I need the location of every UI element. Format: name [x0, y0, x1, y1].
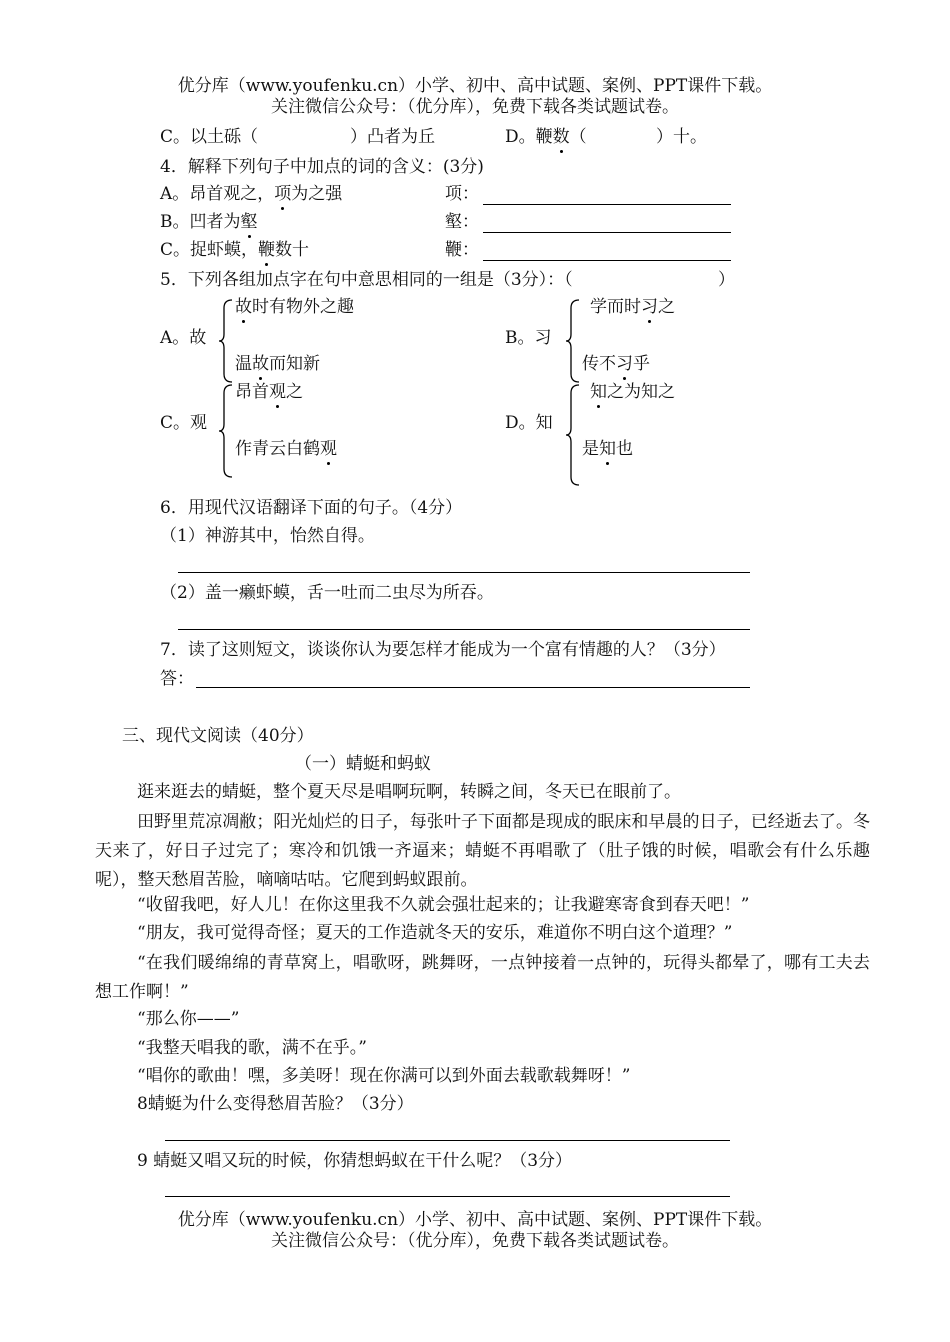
q5-option-a-label: A。故 — [160, 328, 207, 348]
q5-option-d-label: D。知 — [505, 413, 553, 433]
q5-c-sentence-2: 作青云白鹤观 — [235, 439, 337, 459]
footer-line-2: 关注微信公众号：（优分库），免费下载各类试题试卷。 — [271, 1231, 679, 1251]
left-brace-icon — [218, 383, 234, 479]
q4-item-c: C。捉虾蟆，鞭数十 — [160, 240, 310, 260]
section-3-title: 三、现代文阅读（40分） — [122, 726, 314, 746]
q4-answer-line-a[interactable] — [483, 204, 731, 205]
q4-item-b: B。凹者为壑 — [160, 212, 258, 232]
emphasis-dot-char: 壑 — [240, 212, 258, 232]
passage-paragraph-4: “朋友，我可觉得奇怪；夏天的工作造就冬天的安乐，难道你不明白这个道理？” — [137, 923, 733, 943]
q3-option-c-rest: ）凸者为丘 — [350, 127, 435, 147]
emphasis-dot-char: 观 — [269, 382, 286, 402]
passage-paragraph-7: “我整天唱我的歌，满不在乎。” — [137, 1038, 367, 1058]
q3-option-d-close: ）十。 — [656, 127, 707, 147]
q5-c-sentence-1: 昂首观之 — [235, 382, 303, 402]
q6-sentence-1: （1）神游其中，怡然自得。 — [160, 526, 375, 546]
passage-paragraph-5: “在我们暖绵绵的青草窝上，唱歌呀，跳舞呀，一点钟接着一点钟的，玩得头都晕了，哪有工夫去想工作啊！” — [95, 953, 870, 1002]
emphasis-dot-char: 项 — [274, 184, 292, 204]
q5-title: 5．下列各组加点字在句中意思相同的一组是（3分）：（ — [160, 270, 573, 290]
emphasis-dot-char: 知 — [590, 382, 607, 402]
passage-paragraph-8: “唱你的歌曲！嘿，多美呀！现在你满可以到外面去载歌载舞呀！” — [137, 1066, 631, 1086]
q5-b-sentence-2: 传不习乎 — [582, 354, 650, 374]
emphasis-dot-char: 知 — [599, 439, 616, 459]
header-line-1: 优分库（www.youfenku.cn）小学、初中、高中试题、案例、PPT课件下载。 — [177, 76, 773, 96]
q5-title-close: ） — [718, 270, 735, 290]
q5-a-sentence-1: 故时有物外之趣 — [235, 297, 354, 317]
header-line-2: 关注微信公众号：（优分库），免费下载各类试题试卷。 — [271, 97, 679, 117]
q5-d-sentence-1: 知之为知之 — [590, 382, 675, 402]
q3-option-d: D。鞭数（ — [505, 127, 587, 147]
q8-title: 8蜻蜓为什么变得愁眉苦脸？（3分） — [137, 1094, 414, 1114]
q4-answer-line-c[interactable] — [483, 260, 731, 261]
q4-key-a: 项： — [445, 184, 479, 204]
emphasis-dot-char: 习 — [616, 354, 633, 374]
emphasis-dot-char: 故 — [252, 354, 269, 374]
q5-d-sentence-2: 是知也 — [582, 439, 633, 459]
passage-paragraph-1: 逛来逛去的蜻蜓，整个夏天尽是唱啊玩啊，转瞬之间，冬天已在眼前了。 — [137, 782, 681, 802]
emphasis-dot-char: 数 — [552, 127, 570, 147]
emphasis-dot-char: 习 — [641, 297, 658, 317]
passage-paragraph-2: 田野里荒凉凋敝；阳光灿烂的日子，每张叶子下面都是现成的眠床和早晨的日子，已经逝去了。冬天来了，好日子过完了；寒冷和饥饿一齐逼来；蜻蜓不再唱歌了（肚子饿的时候，唱歌会有什么乐趣呢），整天愁眉苦脸，嘀嘀咕咕。它爬到蚂蚁跟前。 — [95, 812, 870, 890]
q4-item-a: A。昂首观之，项为之强 — [160, 184, 343, 204]
q4-key-b: 壑： — [445, 212, 479, 232]
q5-option-b-label: B。习 — [505, 328, 552, 348]
footer-line-1: 优分库（www.youfenku.cn）小学、初中、高中试题、案例、PPT课件下载。 — [177, 1210, 773, 1230]
q6-sentence-2: （2）盖一癞虾蟆，舌一吐而二虫尽为所吞。 — [160, 583, 494, 603]
q9-title: 9 蜻蜓又唱又玩的时候，你猜想蚂蚁在干什么呢？（3分） — [137, 1151, 573, 1171]
q9-answer-line[interactable] — [165, 1196, 730, 1197]
emphasis-dot-char: 观 — [320, 439, 337, 459]
passage-paragraph-6: “那么你——” — [137, 1009, 240, 1029]
q5-option-c-label: C。观 — [160, 413, 208, 433]
q6-answer-line-2[interactable] — [178, 629, 750, 630]
q3-option-c-label: C。以土砾（ — [160, 127, 259, 147]
q7-answer-line[interactable] — [196, 687, 750, 688]
q8-answer-line[interactable] — [165, 1140, 730, 1141]
passage-paragraph-3: “收留我吧，好人儿！在你这里我不久就会强壮起来的；让我避寒寄食到春天吧！” — [137, 895, 750, 915]
q5-b-sentence-1: 学而时习之 — [590, 297, 675, 317]
passage-title: （一）蜻蜓和蚂蚁 — [295, 754, 431, 774]
emphasis-dot-char: 鞭 — [258, 240, 276, 260]
left-brace-icon — [565, 298, 581, 384]
left-brace-icon — [565, 383, 581, 487]
q6-title: 6．用现代汉语翻译下面的句子。（4分） — [160, 498, 463, 518]
emphasis-dot-char: 故 — [235, 297, 252, 317]
q7-answer-label: 答： — [160, 669, 194, 689]
q5-a-sentence-2: 温故而知新 — [235, 354, 320, 374]
q4-answer-line-b[interactable] — [483, 232, 731, 233]
q7-title: 7．读了这则短文，谈谈你认为要怎样才能成为一个富有情趣的人？（3分） — [160, 640, 726, 660]
q4-title: 4．解释下列句子中加点的词的含义：(3分) — [160, 157, 484, 177]
q6-answer-line-1[interactable] — [178, 572, 750, 573]
left-brace-icon — [218, 298, 234, 384]
q4-key-c: 鞭： — [445, 240, 479, 260]
